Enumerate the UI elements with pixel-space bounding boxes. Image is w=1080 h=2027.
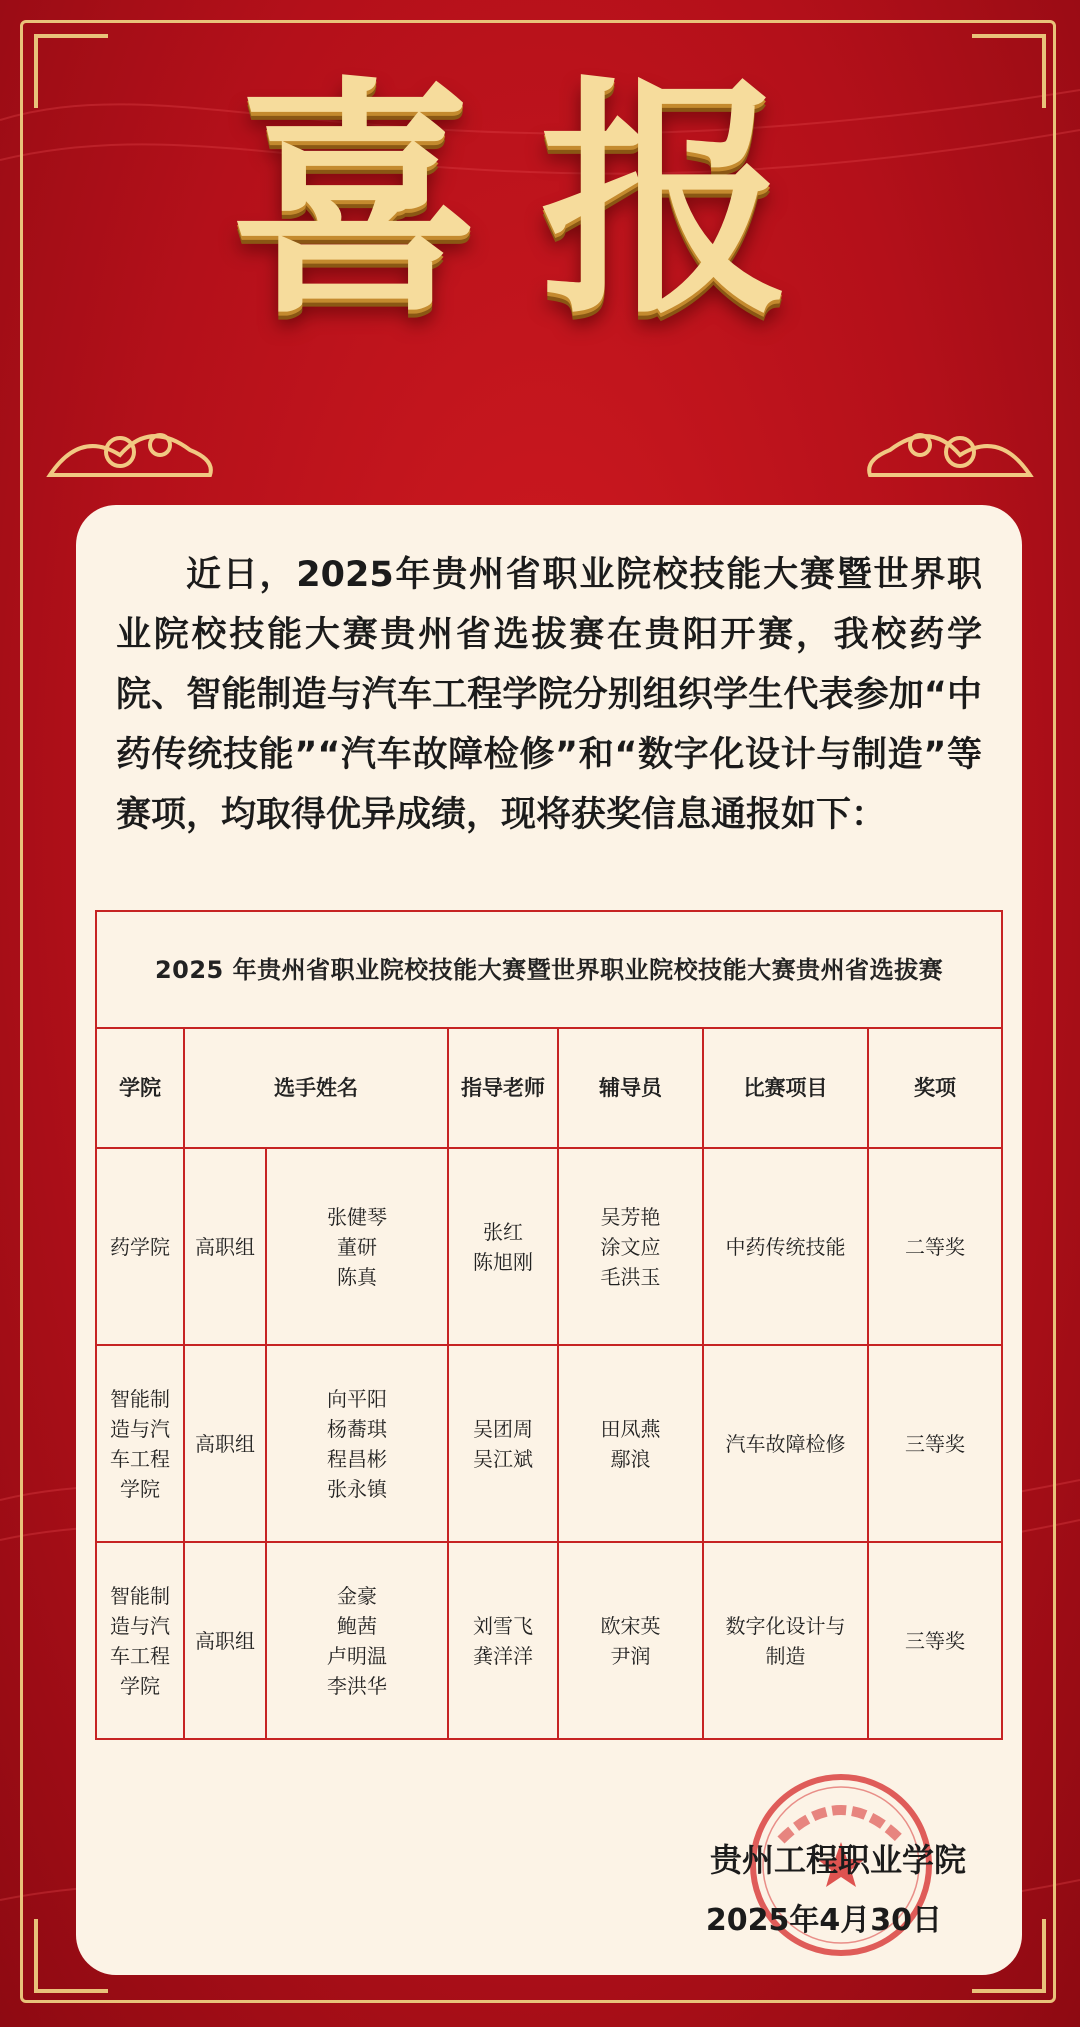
header-counselor: 辅导员: [558, 1028, 703, 1148]
cell-players: 张健琴 董研 陈真: [266, 1148, 448, 1345]
table-row: [96, 1542, 1002, 1739]
cell-event: 中药传统技能: [703, 1148, 868, 1345]
headline: 喜报: [230, 53, 850, 347]
signature-school: 贵州工程职业学院: [709, 1841, 966, 1879]
header-college: 学院: [96, 1028, 184, 1148]
table-header-row: [96, 1028, 1002, 1148]
cell-players: 金豪 鲍茜 卢明温 李洪华: [266, 1542, 448, 1739]
cell-counselor: 田凤燕 鄢浪: [558, 1345, 703, 1542]
cell-college: 智能制 造与汽 车工程 学院: [96, 1542, 184, 1739]
cell-college: 药学院: [96, 1148, 184, 1345]
header-teacher: 指导老师: [448, 1028, 558, 1148]
cell-teacher: 吴团周 吴江斌: [448, 1345, 558, 1542]
header-players: 选手姓名: [184, 1028, 448, 1148]
cell-counselor: 欧宋英 尹润: [558, 1542, 703, 1739]
auspicious-cloud-icon: [40, 400, 220, 490]
cell-group: 高职组: [184, 1148, 266, 1345]
cell-college: 智能制 造与汽 车工程 学院: [96, 1345, 184, 1542]
cell-award: 二等奖: [868, 1148, 1002, 1345]
intro-paragraph: 近日，2025年贵州省职业院校技能大赛暨世界职业院校技能大赛贵州省选拔赛在贵阳开赛，我校药学院、智能制造与汽车工程学院分别组织学生代表参加“中药传统技能”“汽车故障检修”和“数字化设计与制造”等赛项，均取得优异成绩，现将获奖信息通报如下：: [116, 555, 982, 835]
cell-award: 三等奖: [868, 1542, 1002, 1739]
cell-counselor: 吴芳艳 涂文应 毛洪玉: [558, 1148, 703, 1345]
table-title-row: [96, 911, 1002, 1028]
award-table: [95, 910, 1003, 1740]
cell-event: 汽车故障检修: [703, 1345, 868, 1542]
table-row: [96, 1345, 1002, 1542]
cell-award: 三等奖: [868, 1345, 1002, 1542]
header-event: 比赛项目: [703, 1028, 868, 1148]
cell-players: 向平阳 杨蕎琪 程昌彬 张永镇: [266, 1345, 448, 1542]
cell-group: 高职组: [184, 1345, 266, 1542]
signature-date: 2025年4月30日: [705, 1903, 942, 1938]
cell-teacher: 张红 陈旭刚: [448, 1148, 558, 1345]
table-title: 2025 年贵州省职业院校技能大赛暨世界职业院校技能大赛贵州省选拔赛: [96, 911, 1002, 1028]
cell-teacher: 刘雪飞 龚洋洋: [448, 1542, 558, 1739]
header-award: 奖项: [868, 1028, 1002, 1148]
auspicious-cloud-icon: [860, 400, 1040, 490]
table-row: [96, 1148, 1002, 1345]
notice-card: [76, 505, 1022, 1975]
cell-event: 数字化设计与 制造: [703, 1542, 868, 1739]
cell-group: 高职组: [184, 1542, 266, 1739]
